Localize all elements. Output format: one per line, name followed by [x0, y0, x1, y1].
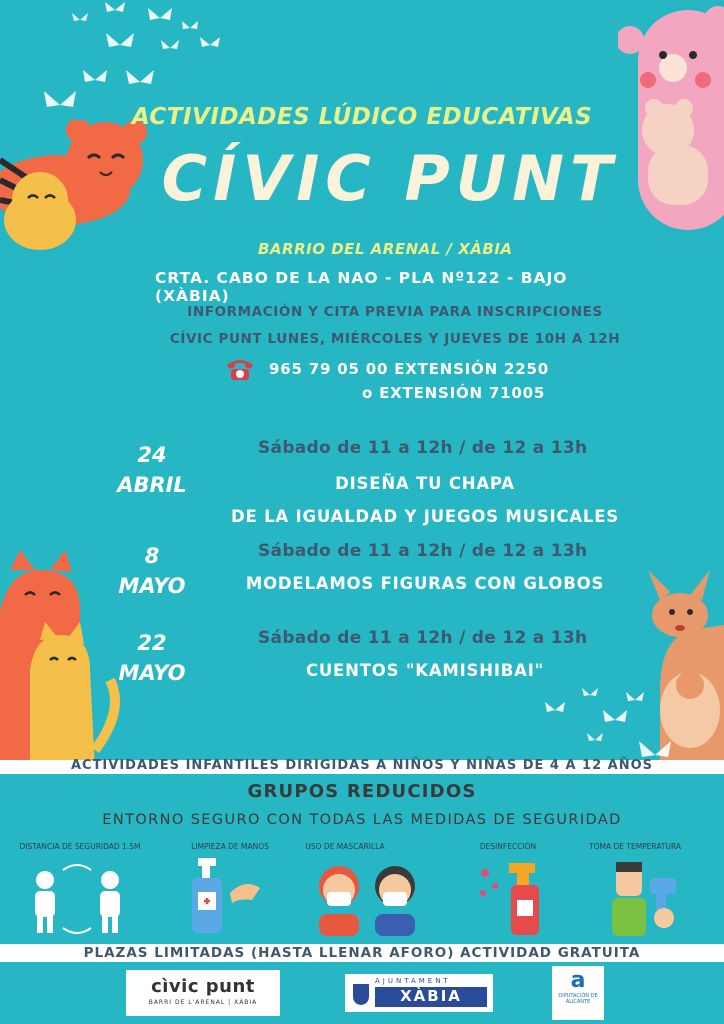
phone-number: 965 79 05 00 EXTENSIÓN 2250 [269, 360, 549, 378]
address: CRTA. CABO DE LA NAO - PLA Nº122 - BAJO (XÀBIA) [155, 269, 568, 305]
event-month: MAYO [118, 574, 186, 598]
event-day: 22 [137, 631, 167, 655]
event-day: 8 [144, 544, 160, 568]
measure-label: DESINFECCIÓN [479, 842, 537, 851]
xabia-logo-text: XÀBIA [375, 987, 487, 1007]
barrio-label: BARRIO DEL ARENAL / XÀBIA [258, 240, 513, 258]
measure-label: USO DE MASCARILLA [305, 842, 385, 851]
event-date-2 [97, 541, 207, 601]
info-line-1: INFORMACIÓN Y CITA PREVIA PARA INSCRIPCIONES [187, 304, 603, 320]
event-slot: Sábado de 11 a 12h / de 12 a 13h [258, 541, 588, 561]
event-activity: DE LA IGUALDAD Y JUEGOS MUSICALES [231, 507, 619, 526]
audience-text: ACTIVIDADES INFANTILES DIRIGIDAS A NIÑOS Y NIÑAS DE 4 A 12 AÑOS [70, 758, 654, 773]
diputacion-logo-text: DIPUTACIÓN DE ALICANTE [558, 993, 598, 1005]
telephone-icon [225, 357, 255, 381]
thermometer-icon [612, 858, 692, 938]
event-activity: DISEÑA TU CHAPA [335, 474, 515, 493]
event-month: MAYO [118, 661, 186, 685]
phone-extension: o EXTENSIÓN 71005 [362, 384, 546, 402]
plazas-text: PLAZAS LIMITADAS (HASTA LLENAR AFORO) ACTIVIDAD GRATUITA [83, 945, 641, 961]
civic-punt-logo [126, 970, 280, 1016]
civic-logo-sub: BARRI DE L'ARENAL | XÀBIA [148, 999, 258, 1006]
page-title: CÍVIC PUNT [161, 142, 619, 215]
event-date-1 [97, 440, 207, 500]
measure-label: TOMA DE TEMPERATURA [589, 842, 681, 851]
shield-icon [351, 982, 371, 1006]
diputacion-logo [552, 966, 604, 1020]
measure-label: DISTANCIA DE SEGURIDAD 1.5M [19, 842, 141, 851]
phone-line [225, 357, 549, 381]
xabia-logo [345, 974, 493, 1012]
spray-icon [475, 858, 555, 938]
mask-icon [315, 858, 425, 938]
event-month: ABRIL [117, 473, 187, 497]
event-date-3 [97, 628, 207, 688]
event-day: 24 [137, 443, 167, 467]
grupos-reducidos: GRUPOS REDUCIDOS [247, 781, 477, 802]
event-slot: Sábado de 11 a 12h / de 12 a 13h [258, 438, 588, 458]
subtitle: ACTIVIDADES LÚDICO EDUCATIVAS [131, 104, 593, 130]
info-line-2: CÍVIC PUNT LUNES, MIÉRCOLES Y JUEVES DE 10H A 12H [169, 331, 621, 347]
measure-label: LIMPIEZA DE MANOS [191, 842, 269, 851]
hand-sanitizer-icon [190, 858, 270, 938]
footer [0, 962, 724, 1024]
distance-icon [25, 858, 135, 938]
event-activity: CUENTOS "KAMISHIBAI" [305, 661, 545, 680]
xabia-logo-top: AJUNTAMENT [375, 977, 451, 985]
entorno-seguro: ENTORNO SEGURO CON TODAS LAS MEDIDAS DE SEGURIDAD [102, 812, 622, 828]
event-slot: Sábado de 11 a 12h / de 12 a 13h [258, 628, 588, 648]
event-activity: MODELAMOS FIGURAS CON GLOBOS [245, 574, 605, 593]
diputacion-mark-icon: a [570, 968, 586, 993]
civic-logo-text: cìvic punt [151, 976, 255, 997]
